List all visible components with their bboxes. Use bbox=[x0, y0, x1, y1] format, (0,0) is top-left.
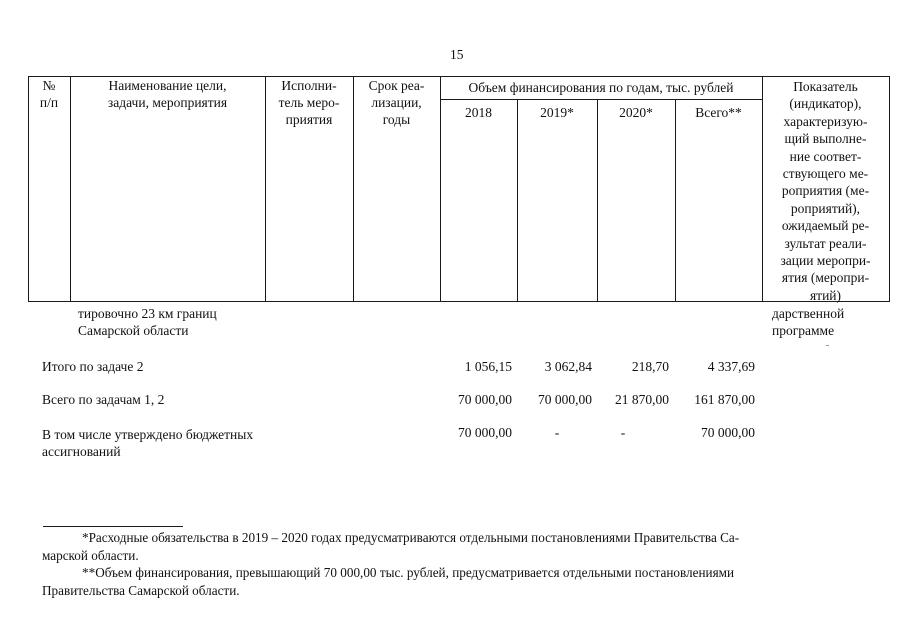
cell-2020: 21 870,00 bbox=[615, 392, 669, 407]
cell-2018: 70 000,00 bbox=[458, 425, 512, 440]
header-term: Срок реа- лизации, годы bbox=[368, 78, 425, 127]
table-header-bottom-border bbox=[28, 301, 890, 302]
cell-2020: - bbox=[620, 425, 626, 440]
header-executor: Исполни- тель меро- приятия bbox=[278, 78, 340, 127]
footnote-1: *Расходные обязательства в 2019 – 2020 годах предусматриваются отдельными постановлениями Правительства Са- bbox=[82, 530, 740, 545]
cell-2020: 218,70 bbox=[631, 359, 669, 374]
page-number: 15 bbox=[450, 47, 464, 62]
cell-2019: 70 000,00 bbox=[538, 392, 592, 407]
scan-speck bbox=[826, 345, 829, 346]
header-total: Всего** bbox=[695, 105, 742, 120]
header-indicator: Показатель (индикатор), характеризую- щий выполне- ние соответ- ствующего ме- роприятия (ме- роприятий), ожидаемый ре- зультат реали- зации меропри- ятия (меропри- ятий) bbox=[780, 79, 871, 303]
fin-subheader-line bbox=[440, 99, 762, 100]
col-divider bbox=[597, 99, 598, 302]
header-num: № п/п bbox=[39, 78, 59, 110]
col-divider bbox=[675, 99, 676, 302]
cell-total: 161 870,00 bbox=[694, 392, 755, 407]
row-label: В том числе утверждено бюджетных ассигнований bbox=[42, 427, 254, 459]
footnote-1-cont: марской области. bbox=[42, 547, 139, 563]
row-label: Итого по задаче 2 bbox=[42, 359, 144, 374]
cell-2019: - bbox=[554, 425, 560, 440]
table-right-border bbox=[889, 76, 890, 302]
cell-2018: 70 000,00 bbox=[458, 392, 512, 407]
row-label: Всего по задачам 1, 2 bbox=[42, 392, 165, 407]
cell-2019: 3 062,84 bbox=[544, 359, 592, 374]
col-divider bbox=[517, 99, 518, 302]
footnote-2: **Объем финансирования, превышающий 70 000,00 тыс. рублей, предусматривается отдельными постановлениями bbox=[82, 565, 735, 580]
footnotes bbox=[42, 529, 888, 599]
header-year-2019: 2019* bbox=[540, 105, 574, 120]
header-financing: Объем финансирования по годам, тыс. рублей bbox=[468, 80, 734, 95]
header-year-2020: 2020* bbox=[619, 105, 653, 120]
continuation-indicator: дарственной программе bbox=[772, 306, 845, 338]
cell-2018: 1 056,15 bbox=[464, 359, 512, 374]
header-name: Наименование цели, задачи, мероприятия bbox=[107, 78, 228, 110]
footnote-2-cont: Правительства Самарской области. bbox=[42, 582, 240, 598]
cell-total: 70 000,00 bbox=[701, 425, 755, 440]
continuation-name: тировочно 23 км границ Самарской области bbox=[78, 306, 217, 338]
header-year-2018: 2018 bbox=[465, 105, 492, 120]
footnote-separator bbox=[43, 526, 183, 527]
cell-total: 4 337,69 bbox=[707, 359, 755, 374]
